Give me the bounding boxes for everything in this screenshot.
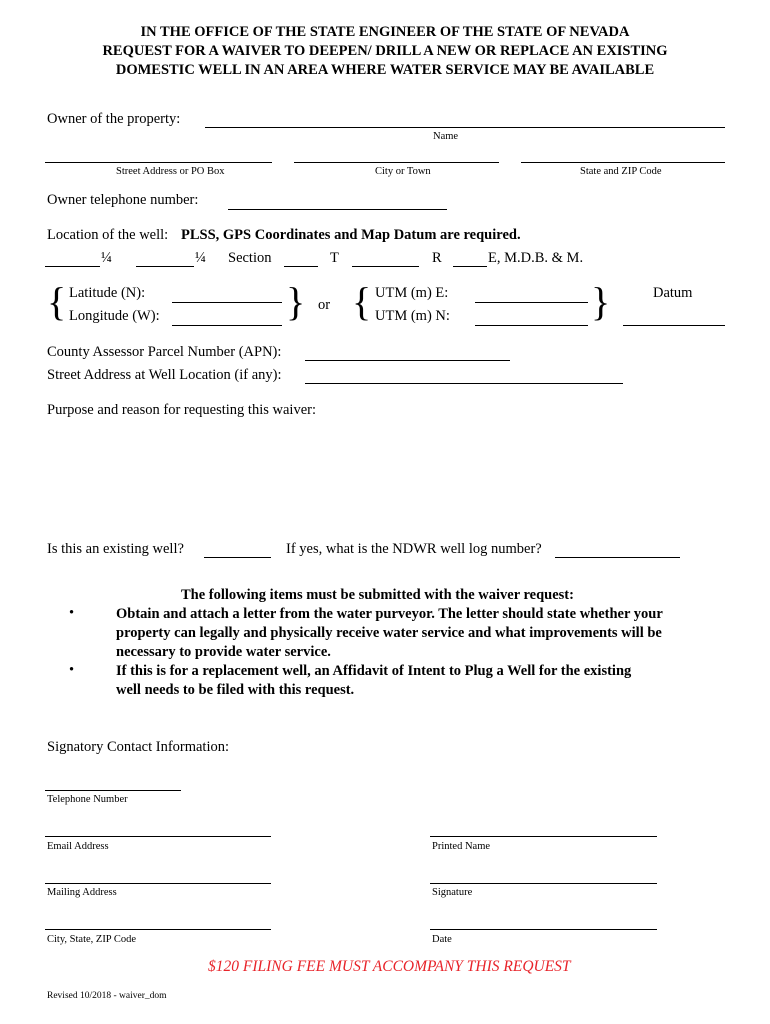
apn-field[interactable] xyxy=(305,360,510,361)
requirement-2-line-1: If this is for a replacement well, an Affidavit of Intent to Plug a Well for the existing xyxy=(116,663,632,679)
well-street-label: Street Address at Well Location (if any): xyxy=(47,367,282,383)
longitude-field[interactable] xyxy=(172,325,282,326)
owner-label: Owner of the property: xyxy=(47,111,181,127)
well-street-field[interactable] xyxy=(305,383,623,384)
owner-name-caption: Name xyxy=(433,131,459,142)
signature-field[interactable] xyxy=(430,883,657,884)
purpose-label: Purpose and reason for requesting this waiver: xyxy=(47,402,316,418)
street-caption: Street Address or PO Box xyxy=(116,166,225,177)
left-brace-gps: { xyxy=(47,279,67,324)
quarter-2-symbol: ¼ xyxy=(195,250,206,266)
existing-well-question: Is this an existing well? xyxy=(47,541,184,557)
range-field[interactable] xyxy=(453,266,487,267)
owner-city-field[interactable] xyxy=(294,162,499,163)
owner-phone-label: Owner telephone number: xyxy=(47,192,199,208)
right-brace-utm: } xyxy=(591,279,611,324)
datum-field[interactable] xyxy=(623,325,725,326)
meridian-label: E, M.D.B. & M. xyxy=(488,250,584,266)
latitude-label: Latitude (N): xyxy=(69,285,146,301)
or-label: or xyxy=(318,297,331,313)
state-zip-caption: State and ZIP Code xyxy=(580,166,662,177)
apn-label: County Assessor Parcel Number (APN): xyxy=(47,344,282,360)
section-label: Section xyxy=(228,250,272,266)
form-title-line-2: REQUEST FOR A WAIVER TO DEEPEN/ DRILL A NEW OR REPLACE AN EXISTING xyxy=(102,43,668,59)
quarter-1-field[interactable] xyxy=(45,266,100,267)
utm-e-field[interactable] xyxy=(475,302,588,303)
bullet-1: • xyxy=(69,605,75,621)
date-field[interactable] xyxy=(430,929,657,930)
datum-label: Datum xyxy=(653,285,693,301)
purpose-text-area[interactable] xyxy=(47,422,725,532)
email-field[interactable] xyxy=(45,836,271,837)
utm-e-label: UTM (m) E: xyxy=(375,285,449,301)
bullet-2: • xyxy=(69,662,75,678)
existing-well-field[interactable] xyxy=(204,557,271,558)
owner-phone-field[interactable] xyxy=(228,209,447,210)
form-title-line-3: DOMESTIC WELL IN AN AREA WHERE WATER SERVICE MAY BE AVAILABLE xyxy=(115,62,655,78)
requirement-2-line-2: well needs to be filed with this request. xyxy=(116,682,355,698)
township-label: T xyxy=(330,250,339,266)
printed-name-caption: Printed Name xyxy=(432,841,491,852)
requirements-heading: The following items must be submitted with the waiver request: xyxy=(181,587,574,603)
latitude-field[interactable] xyxy=(172,302,282,303)
quarter-1-symbol: ¼ xyxy=(101,250,112,266)
requirement-1-line-3: necessary to provide water service. xyxy=(116,644,331,660)
city-state-zip-field[interactable] xyxy=(45,929,271,930)
form-title-line-1: IN THE OFFICE OF THE STATE ENGINEER OF THE STATE OF NEVADA xyxy=(140,24,630,40)
requirement-1-line-1: Obtain and attach a letter from the water purveyor. The letter should state whether your xyxy=(116,606,663,622)
email-caption: Email Address xyxy=(47,841,109,852)
left-brace-utm: { xyxy=(352,279,372,324)
signatory-label: Signatory Contact Information: xyxy=(47,739,230,755)
utm-n-label: UTM (m) N: xyxy=(375,308,450,324)
township-field[interactable] xyxy=(352,266,419,267)
right-brace-gps: } xyxy=(286,279,306,324)
revision-note: Revised 10/2018 - waiver_dom xyxy=(47,991,167,1001)
telephone-caption: Telephone Number xyxy=(47,794,128,805)
city-state-zip-caption: City, State, ZIP Code xyxy=(47,934,137,945)
well-log-question: If yes, what is the NDWR well log number? xyxy=(286,541,542,557)
mailing-address-field[interactable] xyxy=(45,883,271,884)
filing-fee-notice: $120 FILING FEE MUST ACCOMPANY THIS REQUEST xyxy=(208,958,571,975)
owner-state-zip-field[interactable] xyxy=(521,162,725,163)
requirement-1-line-2: property can legally and physically receive water service and what improvements will be xyxy=(116,625,662,641)
printed-name-field[interactable] xyxy=(430,836,657,837)
date-caption: Date xyxy=(432,934,452,945)
location-label: Location of the well: xyxy=(47,227,169,243)
city-caption: City or Town xyxy=(375,166,431,177)
location-required-note: PLSS, GPS Coordinates and Map Datum are required. xyxy=(181,227,521,243)
utm-n-field[interactable] xyxy=(475,325,588,326)
section-field[interactable] xyxy=(284,266,318,267)
signature-caption: Signature xyxy=(432,887,473,898)
owner-street-field[interactable] xyxy=(45,162,272,163)
telephone-field[interactable] xyxy=(45,790,181,791)
mailing-address-caption: Mailing Address xyxy=(47,887,117,898)
owner-name-field[interactable] xyxy=(205,127,725,128)
quarter-2-field[interactable] xyxy=(136,266,194,267)
longitude-label: Longitude (W): xyxy=(69,308,160,324)
well-log-number-field[interactable] xyxy=(555,557,680,558)
range-label: R xyxy=(432,250,442,266)
